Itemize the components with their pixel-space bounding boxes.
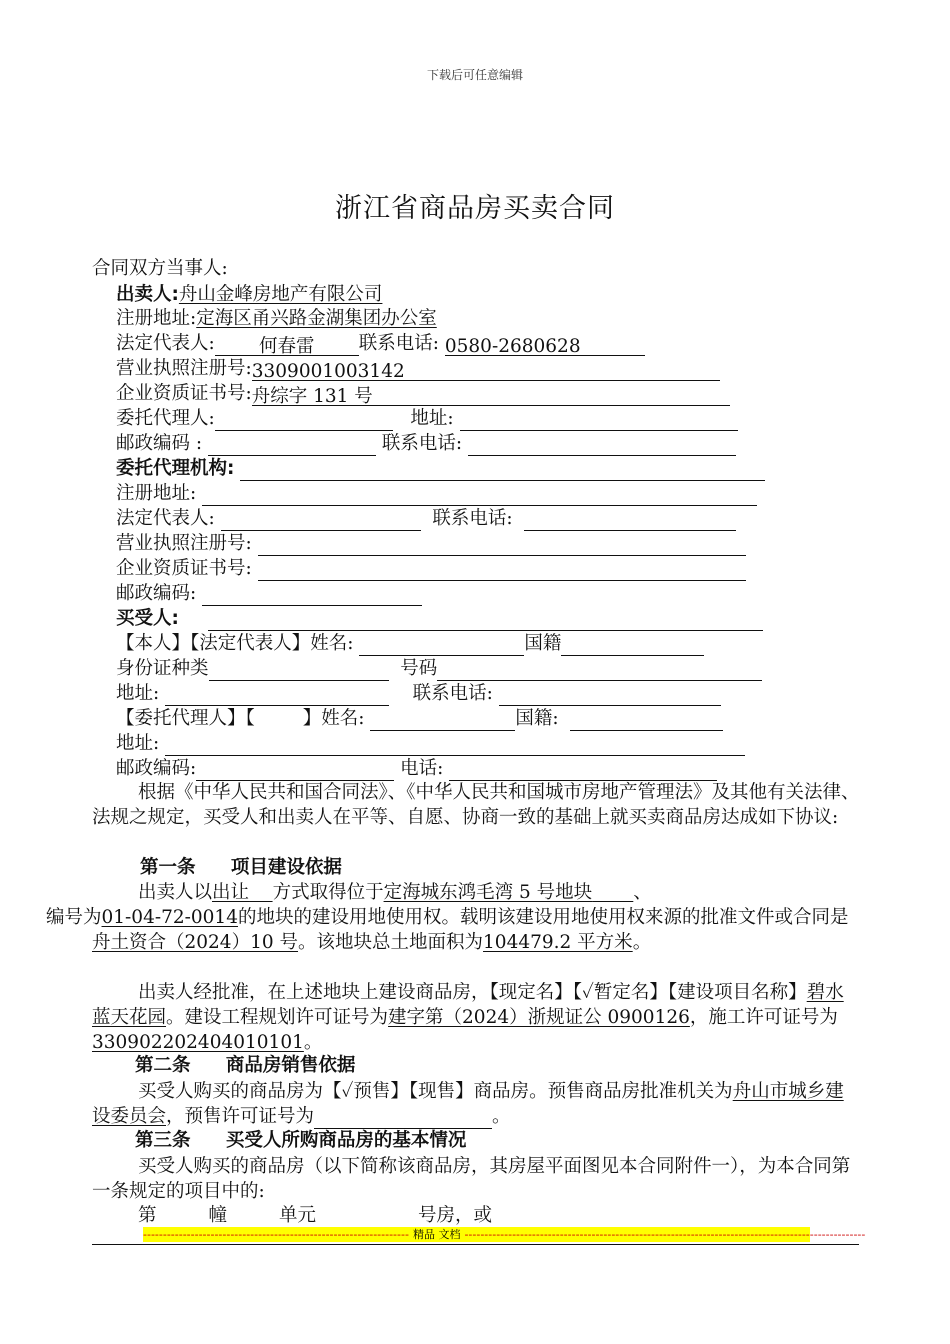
presale-permit-field[interactable]: [314, 1110, 492, 1129]
parties-label: 合同双方当事人:: [92, 258, 228, 279]
footer-rule: [92, 1244, 859, 1245]
buyer-line: [116, 607, 763, 631]
agency-postcode-field[interactable]: [202, 585, 422, 606]
article1-area: 104479.2 平方米: [483, 932, 633, 953]
article2-para: [92, 1079, 860, 1129]
buyer-agent-nationality-label: 国籍:: [515, 708, 559, 729]
buyer-field[interactable]: [208, 610, 763, 631]
unit-no-field[interactable]: [227, 1207, 279, 1228]
article1-text: 的地块的建设用地使用权。载明该建设用地使用权来源的批准文件或合同是: [237, 907, 849, 928]
unit-line: [138, 1204, 762, 1228]
room-no-field[interactable]: [316, 1207, 418, 1228]
article1-para2: [92, 980, 860, 1055]
buyer-postcode-label: 邮政编码:: [116, 758, 197, 779]
agency-address-label: 注册地址:: [116, 483, 197, 504]
buyer-label: 买受人:: [116, 608, 179, 629]
agency-postcode-line: [116, 582, 422, 606]
seller-qual-label: 企业资质证书号:: [116, 383, 252, 404]
buyer-id-line: [116, 657, 762, 681]
seller-agent-phone-label: 联系电话:: [381, 433, 463, 454]
article1-text: 。建设工程规划许可证号为: [166, 1007, 389, 1028]
article1-text: 方式取得位于: [272, 882, 384, 903]
buyer-self-label: 【本人】【法定代表人】姓名:: [116, 633, 354, 654]
article2-number: 第二条: [135, 1055, 191, 1076]
buyer-agent-name-field[interactable]: [370, 710, 515, 731]
buyer-agent-address-line: [116, 732, 745, 756]
preamble: 根据《中华人民共和国合同法》、《中华人民共和国城市房地产管理法》及其他有关法律、法规之规定，买受人和出卖人在平等、自愿、协商一致的基础上就买卖商品房达成如下协议:: [92, 782, 860, 828]
article1-number: 第一条: [140, 857, 196, 878]
seller-rep-line: [116, 332, 645, 356]
agency-label: 委托代理机构:: [116, 458, 235, 479]
seller-qual: 舟综字 131 号: [252, 385, 730, 406]
building-no-field[interactable]: [157, 1207, 209, 1228]
buyer-agent-address-label: 地址:: [116, 733, 160, 754]
seller-agent-label: 委托代理人:: [116, 408, 215, 429]
buyer-phone-label: 联系电话:: [412, 683, 493, 704]
buyer-phone-field[interactable]: [499, 685, 721, 706]
agency-license-field[interactable]: [258, 535, 746, 556]
approval-authority: 舟山市城乡建设委员会: [92, 1081, 844, 1127]
seller-name: 舟山金峰房地产有限公司: [178, 284, 383, 305]
agency-phone-field[interactable]: [524, 510, 736, 531]
buyer-address-line: [116, 682, 721, 706]
article1-doc: 舟土资合（2024）10 号: [92, 932, 299, 953]
footer-dashes-right: -----------------------------------------------------------------------------------------------------: [464, 1228, 866, 1241]
seller-postcode-field[interactable]: [208, 435, 376, 456]
article2-title: 商品房销售依据: [225, 1055, 356, 1076]
buyer-agent-line: [116, 707, 723, 731]
footer-dashes-left: -------------------------------------------------------------------: [143, 1228, 409, 1241]
page-header: 下载后可任意编辑: [426, 68, 523, 82]
seller-label: 出卖人:: [116, 284, 179, 305]
agency-field[interactable]: [240, 460, 765, 481]
buyer-self-line: [116, 632, 704, 656]
agency-address-field[interactable]: [202, 485, 757, 506]
article1-code: 01-04-72-0014: [101, 907, 238, 928]
seller-address-line: [116, 307, 437, 331]
seller-rep-label: 法定代表人:: [116, 333, 215, 354]
seller-agent-phone-field[interactable]: [468, 435, 736, 456]
article1-text: 编号为: [46, 907, 102, 928]
agency-rep-line: [116, 507, 736, 531]
buyer-nationality-field[interactable]: [561, 635, 704, 656]
unit-label-building: 幢: [208, 1205, 228, 1226]
buyer-tel-label: 电话:: [400, 758, 444, 779]
buyer-agent-nationality-field[interactable]: [570, 710, 723, 731]
article3-heading: [135, 1129, 466, 1153]
article2-heading: [135, 1054, 355, 1078]
seller-agent-line: [116, 407, 738, 431]
article2-text: 买受人购买的商品房为【✓预售】【现售】商品房。预售商品房批准机关为: [138, 1081, 733, 1102]
document-title: 浙江省商品房买卖合同: [335, 193, 615, 224]
seller-line: [116, 283, 382, 307]
article1-para1: [46, 880, 860, 955]
agency-license-line: [116, 532, 746, 556]
article2-text: 。: [492, 1106, 511, 1127]
agency-qual-label: 企业资质证书号:: [116, 558, 252, 579]
seller-postcode-line: [116, 432, 736, 456]
article3-number: 第三条: [135, 1130, 191, 1151]
seller-phone: 0580-2680628: [445, 335, 645, 356]
buyer-id-no-field[interactable]: [437, 660, 762, 681]
article1-heading: [140, 856, 342, 880]
buyer-address-field[interactable]: [165, 685, 389, 706]
buyer-postcode-line: [116, 757, 717, 781]
article1-text: 、: [633, 882, 652, 903]
alt-room-field[interactable]: [492, 1207, 762, 1228]
seller-agent-addr-label: 地址:: [410, 408, 454, 429]
planning-permit: 建字第（2024）浙规证公 0900126: [388, 1007, 690, 1028]
agency-qual-line: [116, 557, 746, 581]
article3-title: 买受人所购商品房的基本情况: [225, 1130, 467, 1151]
agency-line: [116, 457, 765, 481]
agency-qual-field[interactable]: [258, 560, 746, 581]
seller-license: 3309001003142: [252, 360, 720, 381]
seller-phone-label: 联系电话:: [358, 333, 439, 354]
article1-text: ，施工许可证号为: [689, 1007, 838, 1028]
unit-label-unit: 单元: [279, 1205, 317, 1226]
seller-agent-field[interactable]: [215, 410, 393, 431]
buyer-agent-label: 【委托代理人】【: [116, 708, 255, 729]
article1-text: 出卖人以: [138, 882, 213, 903]
article1-text: 。: [303, 1032, 323, 1053]
article1-title: 项目建设依据: [230, 857, 342, 878]
seller-agent-addr-field[interactable]: [460, 410, 738, 431]
article1-location: 定海城东鸿毛湾 5 号地块: [383, 882, 593, 903]
article1-text: 。: [632, 932, 652, 953]
buyer-id-type-field[interactable]: [209, 660, 389, 681]
buyer-address-label: 地址:: [116, 683, 160, 704]
seller-license-label: 营业执照注册号:: [116, 358, 252, 379]
unit-label-building-prefix: 第: [138, 1205, 157, 1226]
seller-address: 定海区甬兴路金湖集团办公室: [196, 308, 437, 329]
agency-postcode-label: 邮政编码:: [116, 583, 197, 604]
article1-method: 出让: [212, 882, 250, 903]
agency-rep-field[interactable]: [221, 510, 421, 531]
article2-text: ，预售许可证号为: [166, 1106, 315, 1127]
buyer-id-type-label: 身份证种类: [116, 658, 209, 679]
footer-label: 精品 文档: [412, 1228, 461, 1241]
buyer-agent-label2: 】姓名:: [302, 708, 365, 729]
seller-license-line: [116, 357, 720, 381]
buyer-postcode-field[interactable]: [196, 760, 394, 781]
unit-label-room: 号房，或: [418, 1205, 493, 1226]
buyer-agent-address-field[interactable]: [165, 735, 745, 756]
agency-license-label: 营业执照注册号:: [116, 533, 252, 554]
seller-rep: 何春雷: [215, 335, 359, 356]
seller-postcode-label: 邮政编码 :: [116, 433, 203, 454]
agency-address-line: [116, 482, 757, 506]
article3-para: 买受人购买的商品房（以下简称该商品房，其房屋平面图见本合同附件一），为本合同第一条规定的项目中的:: [92, 1156, 851, 1202]
seller-qual-line: [116, 382, 730, 406]
footer-banner: [143, 1227, 866, 1242]
buyer-id-no-label: 号码: [400, 658, 438, 679]
buyer-name-field[interactable]: [359, 635, 524, 656]
article1-text: 。该地块总土地面积为: [298, 932, 484, 953]
agency-rep-label: 法定代表人:: [116, 508, 215, 529]
project-name: 碧水蓝天花园: [92, 982, 844, 1028]
article1-text: 出卖人经批准，在上述地块上建设商品房，【现定名】【✓暂定名】【建设项目名称】: [138, 982, 807, 1003]
seller-address-label: 注册地址:: [116, 308, 197, 329]
buyer-tel-field[interactable]: [449, 760, 717, 781]
buyer-nationality-label: 国籍: [524, 633, 562, 654]
construction-permit: 330902202404010101: [92, 1032, 304, 1053]
agency-phone-label: 联系电话:: [432, 508, 513, 529]
